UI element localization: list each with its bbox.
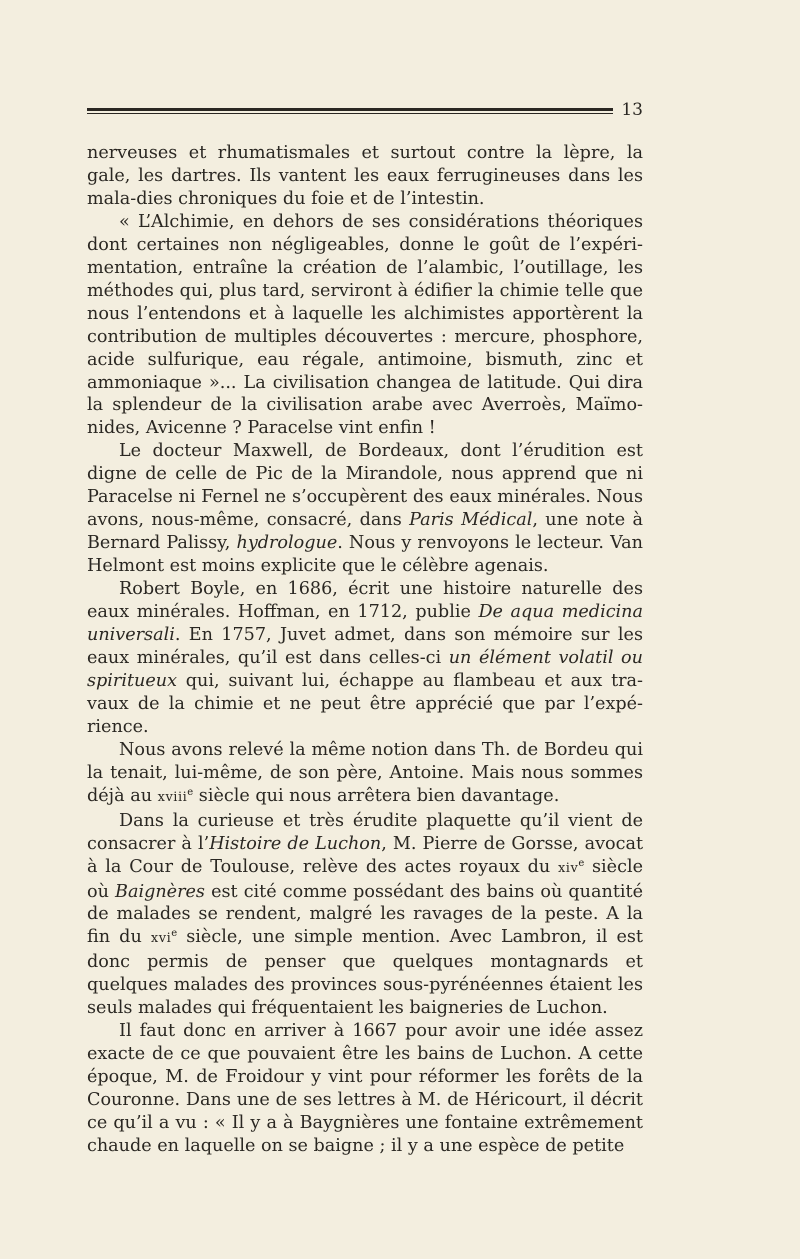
century-superscript: e: [578, 857, 585, 869]
baigneres-name: Baignères: [115, 881, 205, 902]
page-number: 13: [621, 100, 643, 120]
paragraph-7: Il faut donc en arriver à 1667 pour avoir une idée assez exacte de ce que pouvaient être les bains de Luchon. A cette époque, M. de Froidour y vint pour réformer les forêts de la Couronne. Dans une de ses lettres à M. de Héricourt, il décrit ce qu’il a vu : « Il y a à Baygnières une fontaine extrêmement chaude en laquelle on se baigne ; il y a une espèce de petite: [87, 1021, 643, 1156]
paragraph-6-text-e: siècle, une simple mention. Avec Lambron, il est donc permis de penser que quelques montagnards et quelques malades des provinces sous-pyrénéennes étaient les seuls malades qui fréquentaient les baigneries de Luchon.: [87, 927, 643, 1019]
paragraph-5-text-a: Nous avons relevé la même notion dans Th. de Bordeu qui la tenait, lui-même, de son père, Antoine. Mais nous sommes déjà au: [87, 739, 643, 806]
paragraph-6: [87, 810, 643, 1021]
de-aqua-title: De aqua medicina universali: [87, 602, 643, 646]
element-volatil-phrase: un élément volatil ou spiritueux: [87, 647, 643, 691]
paragraph-5-text-b: siècle qui nous arrêtera bien davantage.: [193, 785, 560, 806]
body-text: [87, 142, 643, 1158]
paragraph-3-text-b: , une note à Bernard Palissy,: [87, 510, 644, 554]
paragraph-6-text-a: Dans la curieuse et très érudite plaquette qu’il vient de consacrer à l’: [87, 810, 643, 854]
paragraph-4-text-a: Robert Boyle, en 1686, écrit une histoire naturelle des eaux minérales. Hoffman, en 1712, publie: [87, 579, 643, 623]
hydrologue-term: hydrologue: [236, 533, 338, 554]
paragraph-6-text-b: , M. Pierre de Gorsse, avocat à la Cour de Toulouse, relève des actes royaux du: [87, 833, 644, 877]
century-superscript: e: [171, 928, 178, 940]
paragraph-3: [87, 440, 643, 578]
paragraph-4-text-b: . En 1757, Juvet admet, dans son mémoire sur les eaux minérales, qu’il est dans celles-ci: [87, 625, 643, 668]
paragraph-1: nerveuses et rhumatismales et surtout contre la lèpre, la gale, les dartres. Ils vantent les eaux ferrugineuses dans les mala-dies chroniques du foie et de l’intestin.: [87, 143, 643, 209]
paragraph-4-text-c: qui, suivant lui, échappe au flambeau et aux tra-vaux de la chimie et ne peut être apprécié que par l’expé-rience.: [87, 670, 643, 737]
paragraph-3-text-a: Le docteur Maxwell, de Bordeaux, dont l’érudition est digne de celle de Pic de la Mirandole, nous apprend que ni Paracelse ni Fernel ne s’occupèrent des eaux minérales. Nous avons, nous-même, consacré, dans: [87, 441, 643, 531]
header-rule-thick: [87, 108, 613, 111]
paragraph-6-text-c: siècle où: [87, 856, 643, 902]
header-rule-thin: [87, 113, 613, 114]
century-xvi: xvi: [150, 931, 172, 947]
century-xviii: xviii: [157, 789, 188, 805]
century-xiv: xiv: [557, 860, 579, 876]
paragraph-3-text-c: . Nous y renvoyons le lecteur. Van Helmont est moins explicite que le célèbre agenais.: [87, 533, 643, 577]
page-header: [87, 100, 643, 120]
paragraph-2: « L’Alchimie, en dehors de ses considérations théoriques dont certaines non négligeables, donne le goût de l’expéri-mentation, entraîne la création de l’alambic, l’outillage, les méthodes qui, plus tard, serviront à édifier la chimie telle que nous l’entendons et à laquelle les alchimistes apportèrent la contribution de multiples découvertes : mercure, phosphore, acide sulfurique, eau régale, antimoine, bismuth, zinc et ammoniaque »... La civilisation changea de latitude. Qui dira la splendeur de la civilisation arabe avec Averroès, Maïmo-nides, Avicenne ? Paracelse vint enfin !: [87, 211, 643, 439]
century-superscript: e: [187, 786, 194, 798]
paragraph-6-text-d: est cité comme possédant des bains où quantité de malades se rendent, malgré les ravages de la peste. A la fin du: [87, 881, 643, 948]
histoire-de-luchon-title: Histoire de Luchon: [209, 833, 382, 854]
paris-medical-title: Paris Médical: [409, 510, 533, 531]
paragraph-4: [87, 578, 643, 739]
paragraph-5: [87, 739, 643, 810]
